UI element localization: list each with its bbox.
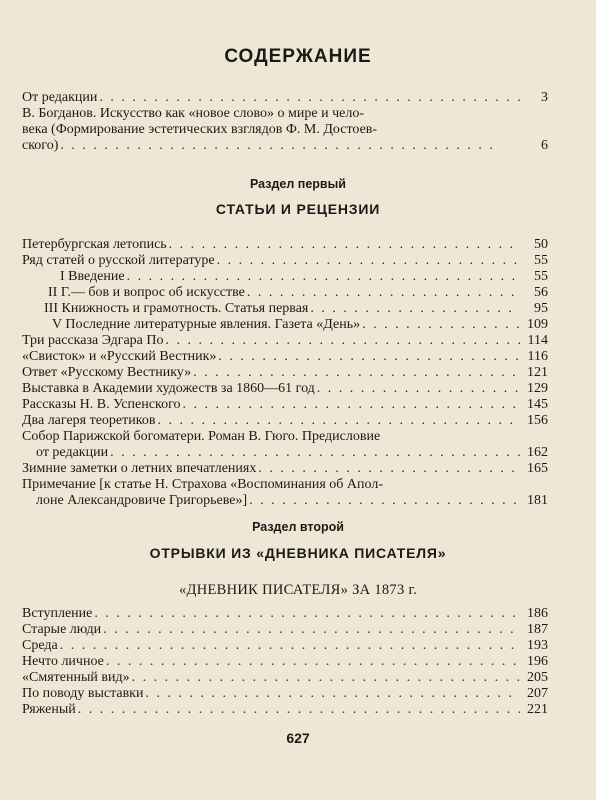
entry-page: 95 [534, 301, 548, 316]
section-label: Раздел второй [252, 520, 344, 534]
toc-entry[interactable] [22, 253, 548, 269]
dot-leader [193, 365, 520, 381]
toc-entry[interactable] [22, 638, 548, 654]
entry-title-line: Собор Парижской богоматери. Роман В. Гюго. Предисловие [22, 429, 381, 444]
dot-leader [60, 638, 520, 654]
entry-title-line: века (Формирование эстетических взглядов Ф. М. Достоев- [22, 122, 378, 137]
entry-page: 121 [527, 365, 548, 380]
entry-title: I Введение [60, 269, 125, 284]
entry-page: 196 [527, 654, 548, 669]
section-label: Раздел первый [250, 177, 346, 191]
entry-title: По поводу выставки [22, 686, 144, 701]
entry-title: Петербургская летопись [22, 237, 167, 252]
entry-title: Зимние заметки о летних впечатлениях [22, 461, 257, 476]
entry-title: «Смятенный вид» [22, 670, 130, 685]
entry-page: 3 [541, 90, 548, 105]
entry-page: 193 [527, 638, 548, 653]
toc-entry[interactable] [22, 106, 548, 154]
dot-leader [169, 237, 520, 253]
entry-page: 165 [527, 461, 548, 476]
entry-title: Выставка в Академии художеств за 1860—61 год [22, 381, 315, 396]
dot-leader [258, 461, 520, 477]
entry-title: III Книжность и грамотность. Статья первая [44, 301, 309, 316]
toc-entry[interactable] [22, 285, 548, 301]
entry-page: 205 [527, 670, 548, 685]
entry-page: 221 [527, 702, 548, 717]
entry-page: 116 [527, 349, 548, 364]
entry-title: «Свисток» и «Русский Вестник» [22, 349, 217, 364]
toc-entry[interactable] [22, 477, 548, 509]
dot-leader [317, 381, 520, 397]
entry-title-line: В. Богданов. Искусство как «новое слово» о мире и чело- [22, 106, 365, 121]
entry-title: Старые люди [22, 622, 102, 637]
entry-title: Нечто личное [22, 654, 104, 669]
toc-entry[interactable] [22, 429, 548, 461]
toc-entry[interactable] [22, 461, 548, 477]
dot-leader [362, 317, 520, 333]
entry-title-line: от редакции [36, 445, 109, 460]
entry-page: 55 [534, 269, 548, 284]
section2-list [22, 606, 548, 718]
entry-page: 181 [527, 493, 548, 508]
entry-page: 207 [527, 686, 548, 701]
page-title: СОДЕРЖАНИЕ [224, 46, 372, 67]
dot-leader [103, 622, 520, 638]
dot-leader [60, 138, 496, 154]
entry-title-line: Примечание [к статье Н. Страхова «Воспоминания об Апол- [22, 477, 383, 492]
page-number: 627 [286, 730, 310, 746]
dot-leader [99, 90, 520, 106]
entry-title: II Г.— бов и вопрос об искусстве [48, 285, 245, 300]
section-title: ОТРЫВКИ ИЗ «ДНЕВНИКА ПИСАТЕЛЯ» [149, 545, 447, 561]
toc-entry[interactable] [22, 90, 548, 106]
entry-page: 109 [527, 317, 548, 332]
toc-entry[interactable] [22, 333, 548, 349]
entry-page: 114 [527, 333, 548, 348]
section-subtitle: «ДНЕВНИК ПИСАТЕЛЯ» ЗА 1873 г. [179, 582, 417, 598]
toc-entry[interactable] [22, 670, 548, 686]
section1-list [22, 237, 548, 509]
dot-leader [127, 269, 520, 285]
toc-entry[interactable] [22, 237, 548, 253]
entry-title: V Последние литературные явления. Газета «День» [52, 317, 361, 332]
entry-page: 129 [527, 381, 548, 396]
toc-entry[interactable] [22, 269, 548, 285]
entry-title-line: лоне Александровиче Григорьеве»] [36, 493, 248, 508]
toc-entry[interactable] [22, 702, 548, 718]
entry-title: Рассказы Н. В. Успенского [22, 397, 181, 412]
toc-entry[interactable] [22, 654, 548, 670]
entry-page: 55 [534, 253, 548, 268]
entry-page: 145 [527, 397, 548, 412]
toc-entry[interactable] [22, 622, 548, 638]
entry-page: 56 [534, 285, 548, 300]
dot-leader [218, 349, 520, 365]
dot-leader [166, 333, 521, 349]
toc-entry[interactable] [22, 301, 548, 317]
dot-leader [157, 413, 520, 429]
intro-list [22, 90, 548, 154]
entry-title: От редакции [22, 90, 98, 105]
toc-entry[interactable] [22, 381, 548, 397]
entry-title: Среда [22, 638, 58, 653]
entry-page: 162 [527, 445, 548, 460]
toc-entry[interactable] [22, 365, 548, 381]
dot-leader [145, 686, 520, 702]
entry-title: Вступление [22, 606, 93, 621]
dot-leader [217, 253, 520, 269]
dot-leader [247, 285, 520, 301]
entry-page: 6 [541, 138, 548, 153]
dot-leader [78, 702, 520, 718]
toc-entry[interactable] [22, 686, 548, 702]
toc-entry[interactable] [22, 606, 548, 622]
toc-entry[interactable] [22, 413, 548, 429]
section-title: СТАТЬИ И РЕЦЕНЗИИ [215, 201, 381, 217]
toc-entry[interactable] [22, 397, 548, 413]
entry-page: 187 [527, 622, 548, 637]
dot-leader [182, 397, 520, 413]
dot-leader [132, 670, 520, 686]
entry-page: 186 [527, 606, 548, 621]
dot-leader [249, 493, 520, 509]
dot-leader [110, 445, 520, 461]
toc-entry[interactable] [22, 317, 548, 333]
dot-leader [310, 301, 520, 317]
dot-leader [106, 654, 520, 670]
entry-page: 156 [527, 413, 548, 428]
dot-leader [94, 606, 520, 622]
entry-title: Ответ «Русскому Вестнику» [22, 365, 192, 380]
entry-title: Ряженый [22, 702, 76, 717]
toc-entry[interactable] [22, 349, 548, 365]
entry-title-line: ского) [22, 138, 59, 153]
entry-page: 50 [534, 237, 548, 252]
entry-title: Три рассказа Эдгара По [22, 333, 164, 348]
entry-title: Два лагеря теоретиков [22, 413, 156, 428]
entry-title: Ряд статей о русской литературе [22, 253, 215, 268]
